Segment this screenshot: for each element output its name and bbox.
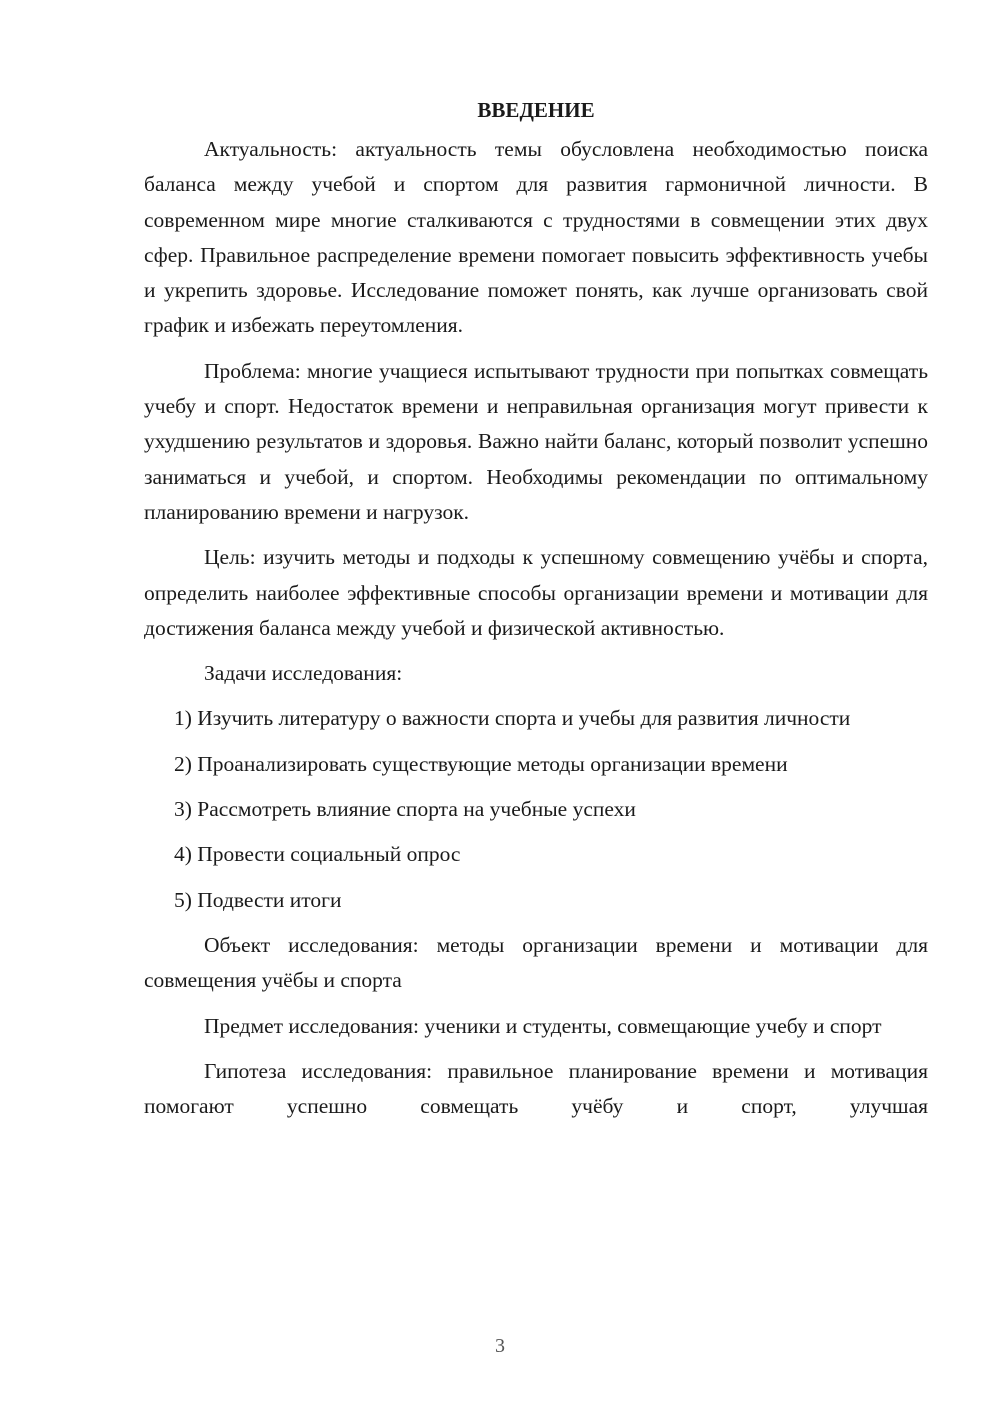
task-item: 2) Проанализировать существующие методы организации времени — [174, 751, 788, 776]
paragraph-tasks-heading: Задачи исследования: — [204, 661, 403, 686]
paragraph-problem: Проблема: многие учащиеся испытывают трудности при попытках совмещать учебу и спорт. Недостаток времени и неправильная организация могут привести к ухудшению результатов и здоровья. Важно найти баланс, который позволит успешно заниматься и учебой, и спортом. Необходимы рекомендации по оптимальному планированию времени и нагрузок. — [144, 358, 928, 524]
task-item: 4) Провести социальный опрос — [174, 842, 461, 867]
document-page — [144, 92, 928, 1134]
task-item: 5) Подвести итоги — [174, 887, 342, 912]
paragraph-subject: Предмет исследования: ученики и студенты, совмещающие учебу и спорт — [204, 1013, 882, 1038]
paragraph-hypothesis: Гипотеза исследования: правильное планирование времени и мотивация помогают успешно совмещать учёбу и спорт, улучшая — [144, 1058, 928, 1119]
paragraph-goal: Цель: изучить методы и подходы к успешному совмещению учёбы и спорта, определить наиболее эффективные способы организации времени и мотивации для достижения баланса между учебой и физической активностью. — [144, 545, 928, 640]
task-item: 3) Рассмотреть влияние спорта на учебные успехи — [174, 797, 636, 822]
page-number: 3 — [495, 1335, 505, 1357]
paragraph-object: Объект исследования: методы организации времени и мотивации для совмещения учёбы и спорта — [144, 932, 928, 993]
paragraph-relevance: Актуальность: актуальность темы обусловлена необходимостью поиска баланса между учебой и спортом для развития гармоничной личности. В современном мире многие сталкиваются с трудностями в совмещении этих двух сфер. Правильное распределение времени помогает повысить эффективность учебы и укрепить здоровье. Исследование поможет понять, как лучше организовать свой график и избежать переутомления. — [144, 137, 928, 338]
task-item: 1) Изучить литературу о важности спорта и учебы для развития личности — [174, 706, 851, 731]
section-title: ВВЕДЕНИЕ — [477, 98, 595, 122]
